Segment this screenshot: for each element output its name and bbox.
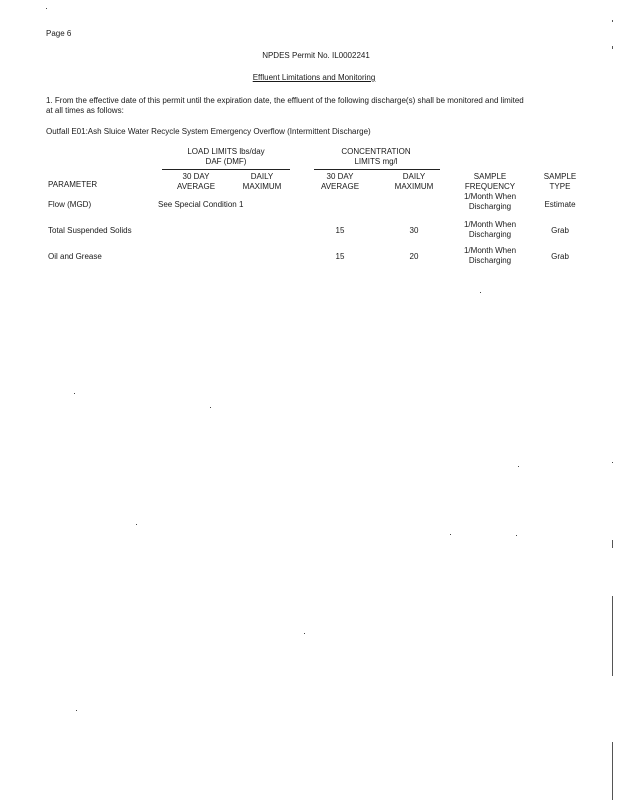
table-row-parameter: Total Suspended Solids (48, 226, 132, 235)
table-row-sample-type: Grab (551, 252, 569, 261)
table-row-frequency-1: 1/Month When (463, 220, 517, 229)
load-daily-heading-1: DAILY (250, 172, 274, 181)
load-limits-rule (162, 169, 290, 170)
sample-frequency-heading-1: SAMPLE (473, 172, 507, 181)
scan-edge-mark (612, 46, 613, 49)
table-row-sample-type: Grab (551, 226, 569, 235)
table-row-frequency-2: Discharging (468, 202, 512, 211)
scan-speck (304, 633, 305, 634)
table-row-frequency-2: Discharging (468, 256, 512, 265)
scan-speck (480, 292, 481, 293)
page-label: Page 6 (46, 29, 72, 38)
sample-type-heading-1: SAMPLE (543, 172, 577, 181)
scan-edge-mark (612, 540, 613, 548)
concentration-limits-heading: CONCENTRATION (341, 147, 411, 156)
scan-speck (210, 407, 211, 408)
concentration-limits-rule (314, 169, 440, 170)
concentration-limits-subheading: LIMITS mg/l (354, 157, 398, 166)
scan-speck (74, 393, 75, 394)
table-row-frequency-2: Discharging (468, 230, 512, 239)
intro-paragraph-line1: 1. From the effective date of this permit until the expiration date, the effluent of the following discharge(s) shall be monitored and limited (46, 96, 524, 105)
table-row-conc-maximum: 20 (409, 252, 419, 261)
load-daily-heading-2: MAXIMUM (242, 182, 282, 191)
table-row-frequency-1: 1/Month When (463, 192, 517, 201)
table-row-sample-type: Estimate (544, 200, 576, 209)
scan-speck (46, 8, 47, 9)
section-title: Effluent Limitations and Monitoring (252, 73, 376, 82)
outfall-description: Outfall E01:Ash Sluice Water Recycle System Emergency Overflow (Intermittent Discharge) (46, 127, 371, 136)
intro-paragraph-line2: at all times as follows: (46, 106, 124, 115)
scan-edge-mark (612, 596, 613, 676)
table-row-load-note: See Special Condition 1 (158, 200, 244, 209)
table-row-frequency-1: 1/Month When (463, 246, 517, 255)
parameter-heading: PARAMETER (48, 180, 98, 189)
table-row-parameter: Flow (MGD) (48, 200, 92, 209)
scan-speck (612, 462, 613, 463)
permit-number: NPDES Permit No. IL0002241 (262, 51, 370, 60)
sample-frequency-heading-2: FREQUENCY (464, 182, 516, 191)
scan-speck (136, 524, 137, 525)
table-row-conc-average: 15 (335, 226, 345, 235)
load-limits-subheading: DAF (DMF) (205, 157, 247, 166)
table-row-conc-average: 15 (335, 252, 345, 261)
scan-speck (76, 710, 77, 711)
table-row-conc-maximum: 30 (409, 226, 419, 235)
conc-30day-heading-2: AVERAGE (320, 182, 360, 191)
sample-type-heading-2: TYPE (549, 182, 571, 191)
conc-30day-heading-1: 30 DAY (326, 172, 354, 181)
load-30day-heading-2: AVERAGE (176, 182, 216, 191)
conc-daily-heading-2: MAXIMUM (394, 182, 434, 191)
scan-speck (518, 466, 519, 467)
scan-edge-mark (612, 20, 613, 22)
scan-speck (516, 535, 517, 536)
scan-edge-mark (612, 742, 613, 800)
scan-speck (450, 534, 451, 535)
table-row-parameter: Oil and Grease (48, 252, 102, 261)
conc-daily-heading-1: DAILY (402, 172, 426, 181)
load-limits-heading: LOAD LIMITS lbs/day (187, 147, 265, 156)
load-30day-heading-1: 30 DAY (182, 172, 210, 181)
